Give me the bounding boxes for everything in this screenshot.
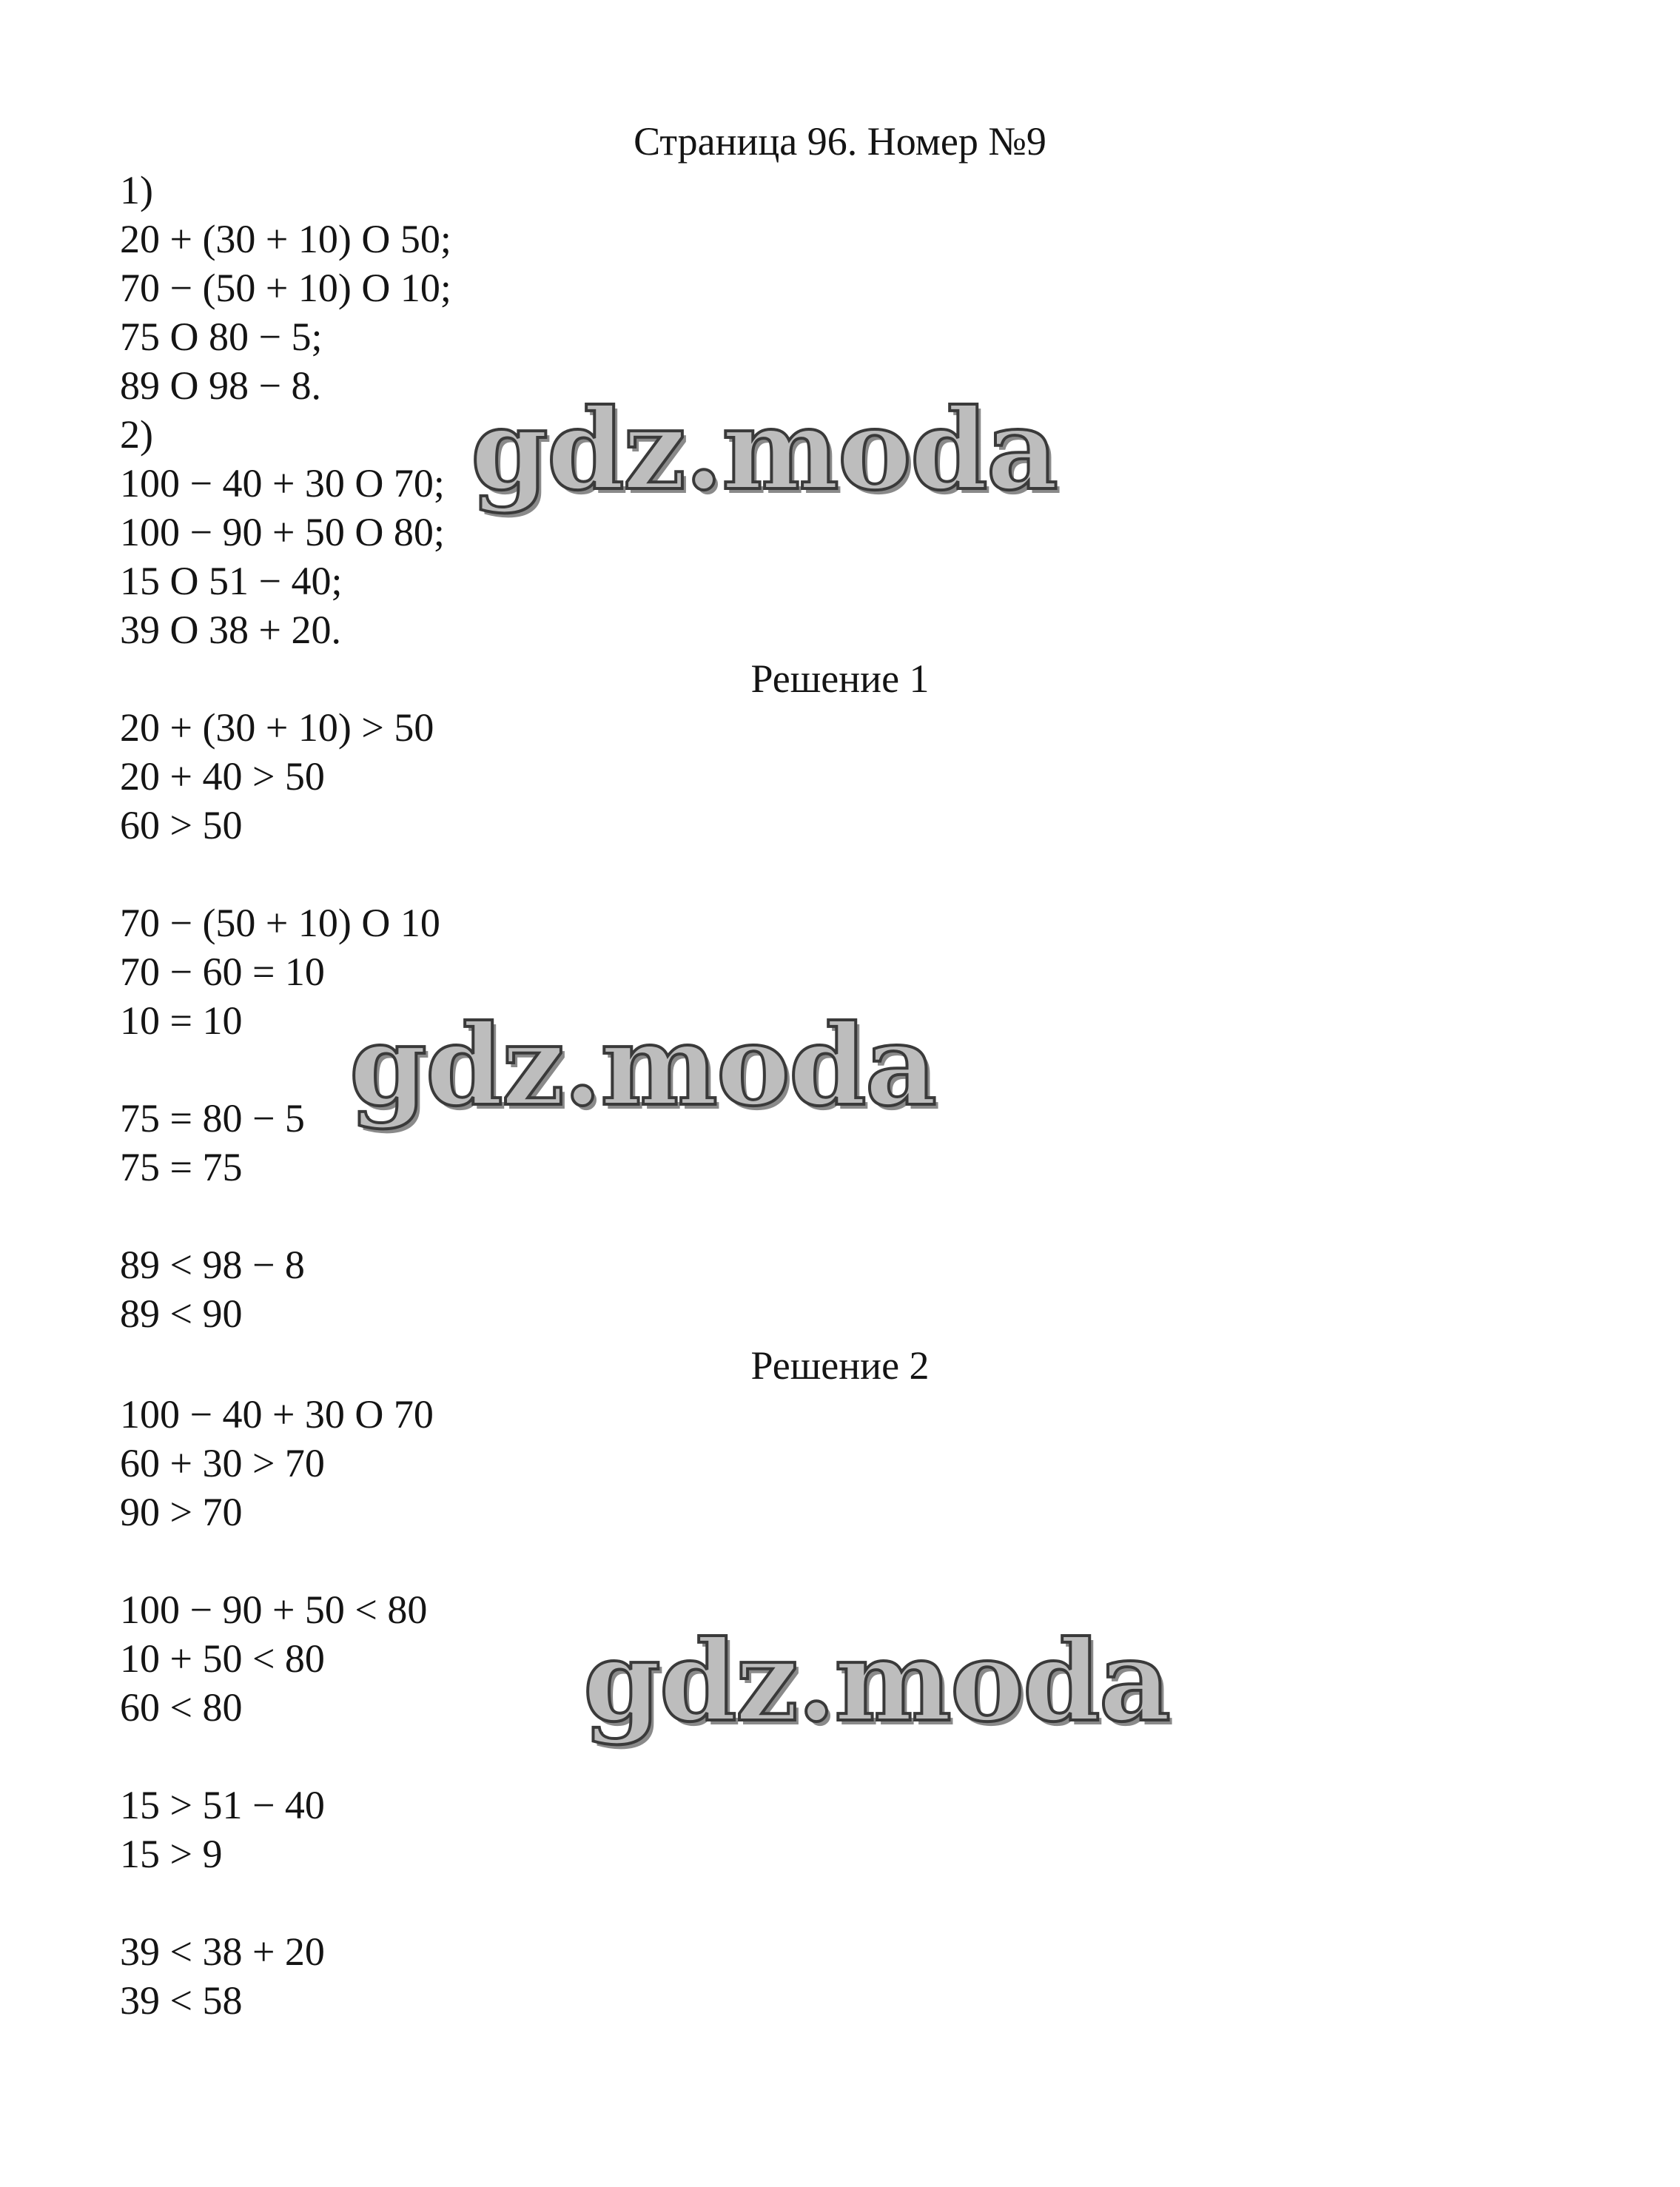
solution-line: 90 > 70 <box>120 1490 243 1534</box>
solution2-heading: Решение 2 <box>750 1343 930 1388</box>
task-line: 100 − 90 + 50 O 80; <box>120 510 445 554</box>
solution-line: 100 − 40 + 30 O 70 <box>120 1392 434 1437</box>
task-line: 15 O 51 − 40; <box>120 559 343 603</box>
part2-label: 2) <box>120 412 153 457</box>
solution-line: 70 − 60 = 10 <box>120 950 325 994</box>
solution-line: 100 − 90 + 50 < 80 <box>120 1588 428 1632</box>
watermark: gdz.moda <box>471 385 1058 515</box>
solution-line: 39 < 58 <box>120 1978 243 2023</box>
solution-line: 10 + 50 < 80 <box>120 1636 325 1681</box>
task-line: 20 + (30 + 10) O 50; <box>120 217 451 261</box>
page-title: Страница 96. Номер №9 <box>634 119 1046 164</box>
solution-line: 15 > 9 <box>120 1832 223 1876</box>
solution-line: 20 + 40 > 50 <box>120 754 325 799</box>
solution1-heading: Решение 1 <box>750 656 930 701</box>
solution-line: 70 − (50 + 10) O 10 <box>120 901 440 945</box>
solution-line: 20 + (30 + 10) > 50 <box>120 705 434 750</box>
solution-line: 75 = 80 − 5 <box>120 1096 305 1140</box>
solution-line: 89 < 98 − 8 <box>120 1243 305 1287</box>
part1-label: 1) <box>120 168 153 212</box>
watermark: gdz.moda <box>349 1001 936 1131</box>
solution-line: 39 < 38 + 20 <box>120 1929 325 1974</box>
task-line: 70 − (50 + 10) O 10; <box>120 266 451 310</box>
watermark: gdz.moda <box>583 1616 1170 1747</box>
solution-line: 60 < 80 <box>120 1685 243 1730</box>
solution-line: 89 < 90 <box>120 1291 243 1336</box>
task-line: 100 − 40 + 30 O 70; <box>120 461 445 505</box>
task-line: 75 O 80 − 5; <box>120 315 323 359</box>
solution-line: 60 + 30 > 70 <box>120 1441 325 1485</box>
solution-line: 15 > 51 − 40 <box>120 1783 325 1827</box>
solution-line: 75 = 75 <box>120 1145 243 1189</box>
task-line: 39 O 38 + 20. <box>120 608 341 652</box>
solution-line: 60 > 50 <box>120 803 243 847</box>
task-line: 89 O 98 − 8. <box>120 363 321 408</box>
solution-line: 10 = 10 <box>120 998 243 1043</box>
